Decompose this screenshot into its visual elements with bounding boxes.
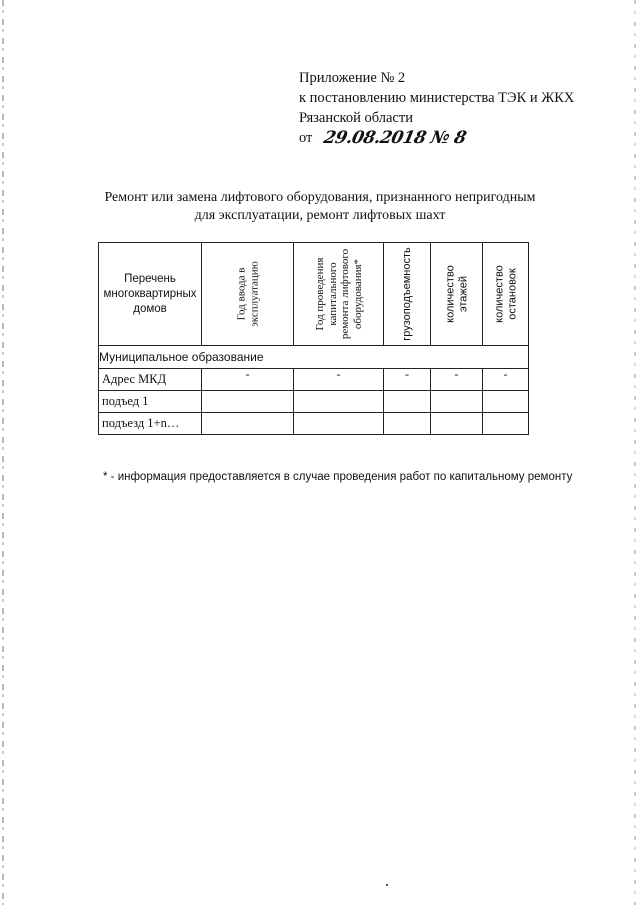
row-label: подъезд 1+n… [99, 413, 202, 435]
elevator-table [98, 242, 529, 435]
table-cell [384, 413, 431, 435]
table-cell: - [294, 369, 384, 391]
scan-edge-left [2, 0, 4, 905]
appendix-resolution: к постановлению министерства ТЭК и ЖКХ [299, 90, 575, 106]
header-stops-text: количество остановок [493, 265, 518, 323]
footnote: * - информация предоставляется в случае проведения работ по капитальному ремонту [103, 471, 573, 483]
table-cell [431, 413, 483, 435]
date-from-label: от [299, 130, 313, 146]
table-row [99, 369, 529, 391]
table-cell: - [483, 369, 529, 391]
appendix-region: Рязанской области [299, 110, 413, 126]
appendix-date-row [299, 128, 574, 148]
table-cell [384, 391, 431, 413]
header-house-list: Перечень многоквартирных домов [99, 243, 202, 346]
header-capacity [384, 243, 431, 346]
scan-edge-right [634, 0, 636, 905]
header-commission-year-text: Год ввода в эксплуатацию [235, 261, 260, 327]
table-header-row [99, 243, 529, 346]
table-cell: - [202, 369, 294, 391]
table-cell [202, 391, 294, 413]
title-line-1: Ремонт или замена лифтового оборудования, признанного непригодным [104, 190, 536, 205]
table-cell [483, 413, 529, 435]
appendix-number: Приложение № 2 [299, 70, 406, 86]
row-label: подъед 1 [99, 391, 202, 413]
table-cell [483, 391, 529, 413]
table-cell [202, 413, 294, 435]
table-cell: - [431, 369, 483, 391]
header-repair-year-text: Год проведения капитального ремонта лифтового оборудования* [313, 248, 363, 340]
table-row [99, 413, 529, 435]
table-cell [294, 391, 384, 413]
document-title [95, 189, 545, 225]
appendix-header [299, 68, 574, 148]
handwritten-date: 29.08.2018 № 8 [322, 128, 469, 148]
title-line-2: для эксплуатации, ремонт лифтовых шахт [194, 208, 446, 223]
header-repair-year [294, 243, 384, 346]
header-floors-text: количество этажей [444, 265, 469, 323]
table-cell [294, 413, 384, 435]
table-cell: - [384, 369, 431, 391]
header-stops [483, 243, 529, 346]
row-label: Адрес МКД [99, 369, 202, 391]
header-commission-year [202, 243, 294, 346]
table-row [99, 391, 529, 413]
scan-speck [386, 884, 388, 886]
header-capacity-text: грузоподъемность [400, 247, 413, 341]
municipal-cell: Муниципальное образование [99, 346, 529, 369]
table-cell [431, 391, 483, 413]
municipal-row [99, 346, 529, 369]
header-floors [431, 243, 483, 346]
